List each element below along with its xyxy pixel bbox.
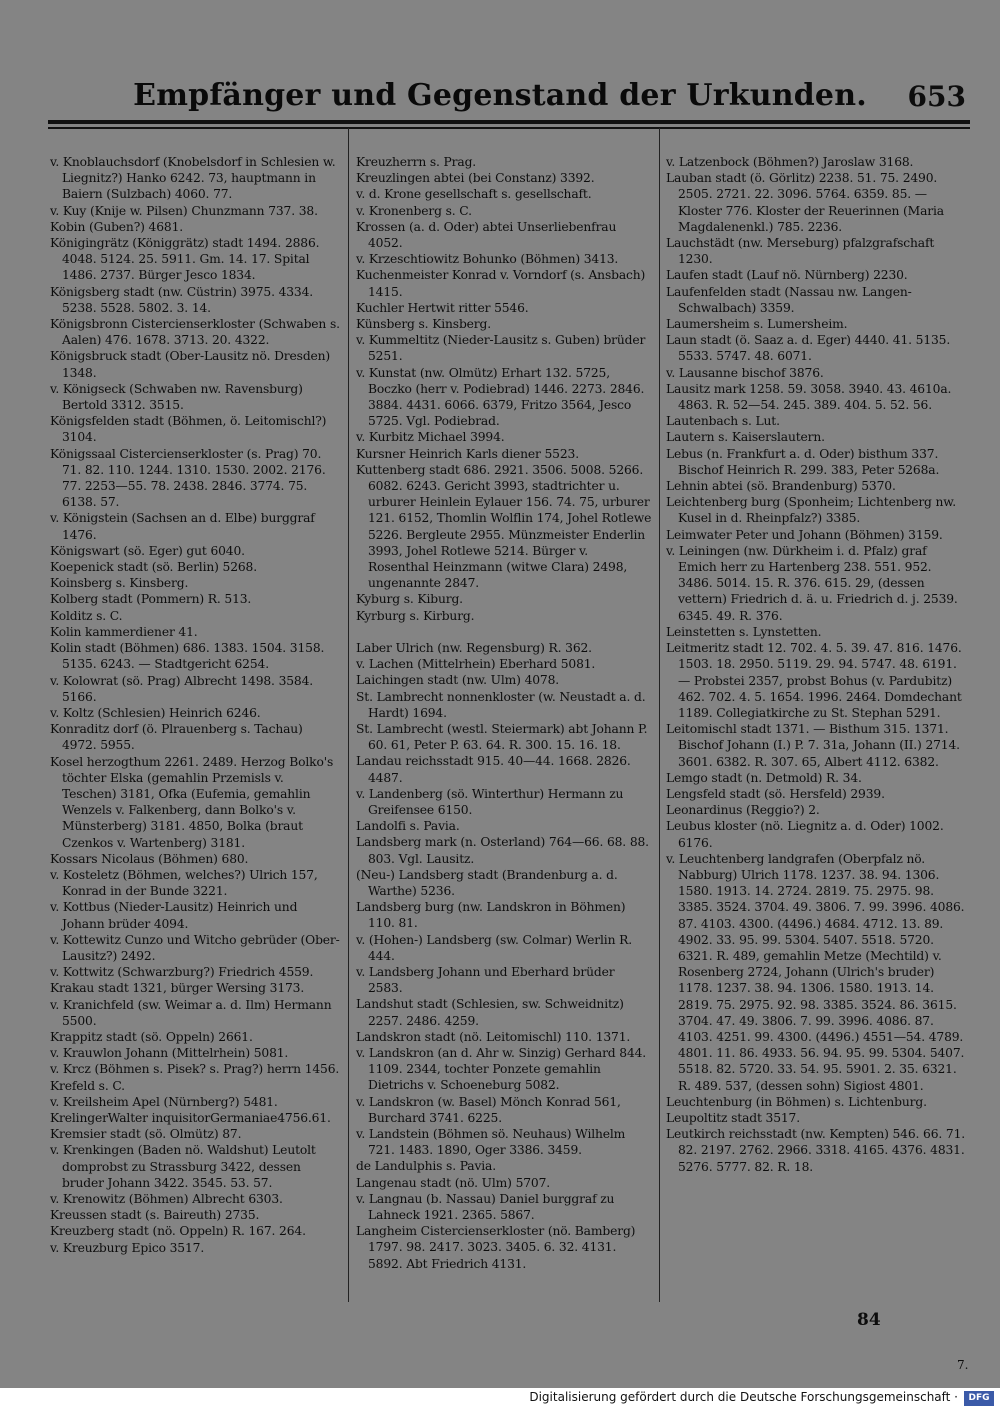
index-entry: v. Königstein (Sachsen an d. Elbe) burggraf 1476. [50,511,315,542]
index-entry: Leubus kloster (nö. Liegnitz a. d. Oder) 1002. 6176. [666,819,944,850]
index-entry: v. Krenowitz (Böhmen) Albrecht 6303. [50,1192,283,1206]
index-column-3 [666,154,966,1175]
index-entry: v. Kolowrat (sö. Prag) Albrecht 1498. 3584. 5166. [50,673,314,704]
index-entry: v. Kranichfeld (sw. Weimar a. d. Ilm) Hermann 5500. [50,997,332,1028]
page-header-title: Empfänger und Gegenstand der Urkunden. [133,78,867,113]
index-entry: v. Kurbitz Michael 3994. [356,430,505,445]
column-divider-right [659,128,660,1302]
header-rule-thick [48,120,970,124]
index-entry: Kremsier stadt (sö. Olmütz) 87. [50,1127,242,1142]
index-entry: Koepenick stadt (sö. Berlin) 5268. [50,560,257,575]
index-entry: Lebus (n. Frankfurt a. d. Oder) bisthum 337. Bischof Heinrich R. 299. 383, Peter 5268a. [666,446,940,477]
index-entry: Lehnin abtei (sö. Brandenburg) 5370. [666,479,896,494]
index-entry: Laufenfelden stadt (Nassau nw. Langen-Schwalbach) 3359. [666,284,912,315]
header-rule-thin [48,127,970,129]
index-entry: v. Langnau (b. Nassau) Daniel burggraf zu Lahneck 1921. 2365. 5867. [356,1191,615,1222]
index-entry: v. Leuchtenberg landgrafen (Oberpfalz nö. Nabburg) Ulrich 1178. 1237. 38. 94. 1306. 1580. 1913. 14. 2724. 2819. 75. 2975. 98. 3385. 3524. 3704. 49. 3806. 7. 99. 3996. 4086. 87. 4103. 4300. (4496.) 4684. 4712. 13. 89. 4902. 33. 95. 99. 5304. 5407. 5518. 5720. 6321. R. 489, gemahlin Metze (Mechtild) v. Rosenberg 2724, Johann (Ulrich's bruder) 1178. 1237. 38. 94. 1306. 1580. 1913. 14. 2819. 75. 2975. 92. 98. 3385. 3524. 86. 3615. 3704. 47. 49. 3806. 7. 99. 3996. 4086. 87. 4103. 4251. 99. 4300. (4496.) 4551—54. 4789. 4801. 11. 86. 4933. 56. 94. 95. 99. 5304. 5407. 5518. 82. 5720. 33. 54. 95. 5901. 2. 35. 6321. R. 489. 537, (dessen sohn) Sigiost 4801. [666,851,965,1093]
index-entry: Lauban stadt (ö. Görlitz) 2238. 51. 75. 2490. 2505. 2721. 22. 3096. 5764. 6359. 85. — Kloster 776. Kloster der Reuerinnen (Maria Magdalenenkl.) 785. 2236. [666,171,944,234]
index-entry: Leichtenberg burg (Sponheim; Lichtenberg nw. Kusel in d. Rheinpfalz?) 3385. [666,495,956,526]
index-entry: v. Landsberg Johann und Eberhard brüder 2583. [356,964,615,996]
index-entry: Kursner Heinrich Karls diener 5523. [356,446,579,461]
index-entry: Kyburg s. Kiburg. [356,592,463,607]
dfg-logo: DFG [964,1391,994,1406]
index-entry: Laun stadt (ö. Saaz a. d. Eger) 4440. 41. 5135. 5533. 5747. 48. 6071. [666,333,951,364]
index-entry: Krefeld s. C. [50,1078,125,1093]
index-entry: v. Königseck (Schwaben nw. Ravensburg) Bertold 3312. 3515. [50,381,303,413]
index-entry: Landskron stadt (nö. Leitomischl) 110. 1371. [356,1029,631,1044]
index-entry: Lengsfeld stadt (sö. Hersfeld) 2939. [666,786,885,801]
footer-bar [0,1388,1000,1410]
index-entry: Königingrätz (Königgrätz) stadt 1494. 2886. 4048. 5124. 25. 5911. Gm. 14. 17. Spital 1486. 2737. Bürger Jesco 1834. [50,236,320,283]
index-entry: Kolin kammerdiener 41. [50,624,198,639]
index-entry: Landau reichsstadt 915. 40—44. 1668. 2826. 4487. [356,754,631,785]
index-entry: v. Kottbus (Nieder-Lausitz) Heinrich und Johann brüder 4094. [50,900,298,931]
index-entry: St. Lambrecht (westl. Steiermark) abt Johann P. 60. 61, Peter P. 63. 64. R. 300. 15. 16. 18. [356,721,648,753]
index-entry: v. Kreuzburg Epico 3517. [50,1240,205,1255]
index-entry: Königssaal Cistercienserkloster (s. Prag) 70. 71. 82. 110. 1244. 1310. 1530. 2002. 2176. 77. 2253—55. 78. 2438. 2846. 3774. 75. 6138. 57. [50,446,326,510]
index-entry: Kreussen stadt (s. Baireuth) 2735. [50,1208,260,1223]
index-entry: Langenau stadt (nö. Ulm) 5707. [356,1175,551,1190]
index-entry: v. Kottewitz Cunzo und Witcho gebrüder (Ober-Lausitz?) 2492. [50,932,340,963]
footer-page-number: 84 [857,1310,881,1330]
index-entry: Kossars Nicolaus (Böhmen) 680. [50,851,249,866]
index-entry: v. Kronenberg s. C. [356,203,472,218]
index-entry: Kreuzlingen abtei (bei Constanz) 3392. [356,171,595,186]
index-entry: Königswart (sö. Eger) gut 6040. [50,543,245,558]
index-entry: Laichingen stadt (nw. Ulm) 4078. [356,673,560,688]
index-entry: Königsfelden stadt (Böhmen, ö. Leitomischl?) 3104. [50,414,327,445]
index-entry: Königsbronn Cistercienserkloster (Schwaben s. Aalen) 476. 1678. 3713. 20. 4322. [50,317,340,348]
index-entry: v. Lachen (Mittelrhein) Eberhard 5081. [356,657,596,672]
index-entry: v. Kosteletz (Böhmen, welches?) Ulrich 157, Konrad in der Bunde 3221. [50,867,318,899]
index-entry: Leinstetten s. Lynstetten. [666,624,822,639]
index-entry: v. Koltz (Schlesien) Heinrich 6246. [50,705,261,720]
index-entry: Lautenbach s. Lut. [666,414,780,429]
index-entry: Krakau stadt 1321, bürger Wersing 3173. [50,981,305,996]
index-entry: v. Landstein (Böhmen sö. Neuhaus) Wilhelm 721. 1483. 1890, Oger 3386. 3459. [356,1126,626,1158]
index-entry: Kuchler Hertwit ritter 5546. [356,300,529,315]
index-entry: v. Krcz (Böhmen s. Pisek? s. Prag?) herrn 1456. [50,1062,340,1077]
index-entry: v. Knoblauchsdorf (Knobelsdorf in Schlesien w. Liegnitz?) Hanko 6242. 73, hauptmann in Baiern (Sulzbach) 4060. 77. [50,155,336,202]
index-entry: KrelingerWalter inquisitorGermaniae4756.61. [50,1110,331,1125]
index-entry: St. Lambrecht nonnenkloster (w. Neustadt a. d. Hardt) 1694. [356,689,646,720]
index-column-2 [356,154,652,1272]
index-entry: Landsberg mark (n. Osterland) 764—66. 68. 88. 803. Vgl. Lausitz. [356,835,649,866]
index-entry: Lautern s. Kaiserslautern. [666,430,825,445]
index-entry: Kuchenmeister Konrad v. Vorndorf (s. Ansbach) 1415. [356,268,646,299]
index-entry: Krappitz stadt (sö. Oppeln) 2661. [50,1029,253,1044]
index-entry: Leutkirch reichsstadt (nw. Kempten) 546. 66. 71. 82. 2197. 2762. 2966. 3318. 4165. 4376. 4831. 5276. 5777. 82. R. 18. [666,1127,966,1174]
column-divider-left [348,128,349,1302]
index-entry: Laumersheim s. Lumersheim. [666,317,848,332]
index-entry: Kreuzherrn s. Prag. [356,155,477,169]
index-entry: Königsbruck stadt (Ober-Lausitz nö. Dresden) 1348. [50,349,331,380]
footer-credit: Digitalisierung gefördert durch die Deutsche Forschungsgemeinschaft · [529,1390,958,1404]
index-entry: v. Kummeltitz (Nieder-Lausitz s. Guben) brüder 5251. [356,333,646,364]
index-column-1 [50,154,340,1256]
index-entry: Kuttenberg stadt 686. 2921. 3506. 5008. 5266. 6082. 6243. Gericht 3993, stadtrichter u. urburer Heinlein Eylauer 156. 74. 75, urburer 121. 6152, Thomlin Wolflin 174, Johel Rotlewe 5226. Bergleute 2955. Münzmeister Enderlin 3993, Johel Rotlewe 5214. Bürger v. Rosenthal Heinzmann (witwe Clara) 2498, ungenannte 2847. [356,462,652,591]
index-entry: Konraditz dorf (ö. Plrauenberg s. Tachau) 4972. 5955. [50,722,303,753]
index-entry: Kosel herzogthum 2261. 2489. Herzog Bolko's töchter Elska (gemahlin Przemisls v. Teschen) 3181, Ofka (Eufemia, gemahlin Wenzels v. Falkenberg, dann Bolko's v. Münsterberg) 3181. 4850, Bolka (braut Czenkos v. Wartenberg) 3181. [50,754,334,850]
index-entry: Kolin stadt (Böhmen) 686. 1383. 1504. 3158. 5135. 6243. — Stadtgericht 6254. [50,641,325,672]
index-entry: Lemgo stadt (n. Detmold) R. 34. [666,770,862,785]
index-entry: v. Kottwitz (Schwarzburg?) Friedrich 4559. [50,965,314,980]
index-entry: Landshut stadt (Schlesien, sw. Schweidnitz) 2257. 2486. 4259. [356,997,624,1028]
index-entry: Landsberg burg (nw. Landskron in Böhmen) 110. 81. [356,900,626,931]
index-entry: Lausitz mark 1258. 59. 3058. 3940. 43. 4610a. 4863. R. 52—54. 245. 389. 404. 5. 52. 56. [666,381,952,413]
index-entry: Laufen stadt (Lauf nö. Nürnberg) 2230. [666,268,908,283]
index-entry: Langheim Cistercienserkloster (nö. Bamberg) 1797. 98. 2417. 3023. 3405. 6. 32. 4131. 5892. Abt Friedrich 4131. [356,1224,636,1271]
index-entry: v. Krenkingen (Baden nö. Waldshut) Leutolt domprobst zu Strassburg 3422, dessen bruder Johann 3422. 3545. 53. 57. [50,1143,316,1190]
index-entry: Kyrburg s. Kirburg. [356,608,475,623]
index-entry: de Landulphis s. Pavia. [356,1159,496,1174]
index-entry: v. Landskron (an d. Ahr w. Sinzig) Gerhard 844. 1109. 2344, tochter Ponzete gemahlin Dietrichs v. Schoeneburg 5082. [356,1045,647,1093]
index-entry: Leuchtenburg (in Böhmen) s. Lichtenburg. [666,1094,927,1109]
index-entry: Kolberg stadt (Pommern) R. 513. [50,592,252,607]
index-entry: v. Landenberg (sö. Winterthur) Hermann zu Greifensee 6150. [356,786,624,817]
index-entry: v. Krauwlon Johann (Mittelrhein) 5081. [50,1046,289,1061]
index-entry: Landolfi s. Pavia. [356,819,460,834]
index-entry: Kobin (Guben?) 4681. [50,219,184,234]
index-entry: (Neu-) Landsberg stadt (Brandenburg a. d. Warthe) 5236. [356,867,618,898]
corner-mark: 7. [957,1358,969,1372]
index-entry: v. Landskron (w. Basel) Mönch Konrad 561, Burchard 3741. 6225. [356,1094,621,1125]
index-entry: Lauchstädt (nw. Merseburg) pfalzgrafschaft 1230. [666,236,935,267]
index-entry: Königsberg stadt (nw. Cüstrin) 3975. 4334. 5238. 5528. 5802. 3. 14. [50,284,314,315]
index-entry: v. Latzenbock (Böhmen?) Jaroslaw 3168. [666,155,914,169]
index-entry: Leimwater Peter und Johann (Böhmen) 3159. [666,527,943,542]
index-entry: v. (Hohen-) Landsberg (sw. Colmar) Werlin R. 444. [356,932,632,963]
index-entry: v. Kuy (Knije w. Pilsen) Chunzmann 737. 38. [50,203,318,218]
index-entry: v. Lausanne bischof 3876. [666,365,824,380]
page-number: 653 [907,80,966,113]
index-entry: Leonardinus (Reggio?) 2. [666,803,820,818]
index-entry: Laber Ulrich (nw. Regensburg) R. 362. [356,640,592,655]
index-entry: Leupoltitz stadt 3517. [666,1110,800,1125]
index-entry: Koinsberg s. Kinsberg. [50,576,189,591]
index-entry: v. Leiningen (nw. Dürkheim i. d. Pfalz) graf Emich herr zu Hartenberg 238. 551. 952. 3486. 5014. 15. R. 376. 615. 29, (dessen vettern) Friedrich d. ä. u. Friedrich d. j. 2539. 6345. 49. R. 376. [666,543,958,623]
index-entry: v. Kunstat (nw. Olmütz) Erhart 132. 5725, Boczko (herr v. Podiebrad) 1446. 2273. 2846. 3884. 4431. 6066. 6379, Fritzo 3564, Jesco 5725. Vgl. Podiebrad. [356,365,645,429]
index-entry: v. Kreilsheim Apel (Nürnberg?) 5481. [50,1094,278,1109]
index-entry: v. Krzeschtiowitz Bohunko (Böhmen) 3413. [356,252,619,267]
index-entry: Kolditz s. C. [50,608,123,623]
index-entry: Kreuzberg stadt (nö. Oppeln) R. 167. 264. [50,1224,306,1239]
index-entry: Leitmeritz stadt 12. 702. 4. 5. 39. 47. 816. 1476. 1503. 18. 2950. 5119. 29. 94. 5747. 48. 6191. — Probstei 2357, probst Bohus (v. Pardubitz) 462. 702. 4. 5. 1654. 1996. 2464. Domdechant 1189. Collegiatkirche zu St. Stephan 5291. [666,641,962,720]
index-entry: Künsberg s. Kinsberg. [356,317,492,332]
index-entry: Leitomischl stadt 1371. — Bisthum 315. 1371. Bischof Johann (I.) P. 7. 31a, Johann (II.) 2714. 3601. 6382. R. 307. 65, Albert 4112. 6382. [666,722,960,769]
index-entry: Krossen (a. d. Oder) abtei Unserliebenfrau 4052. [356,219,617,251]
index-entry: v. d. Krone gesellschaft s. gesellschaft. [356,187,592,202]
